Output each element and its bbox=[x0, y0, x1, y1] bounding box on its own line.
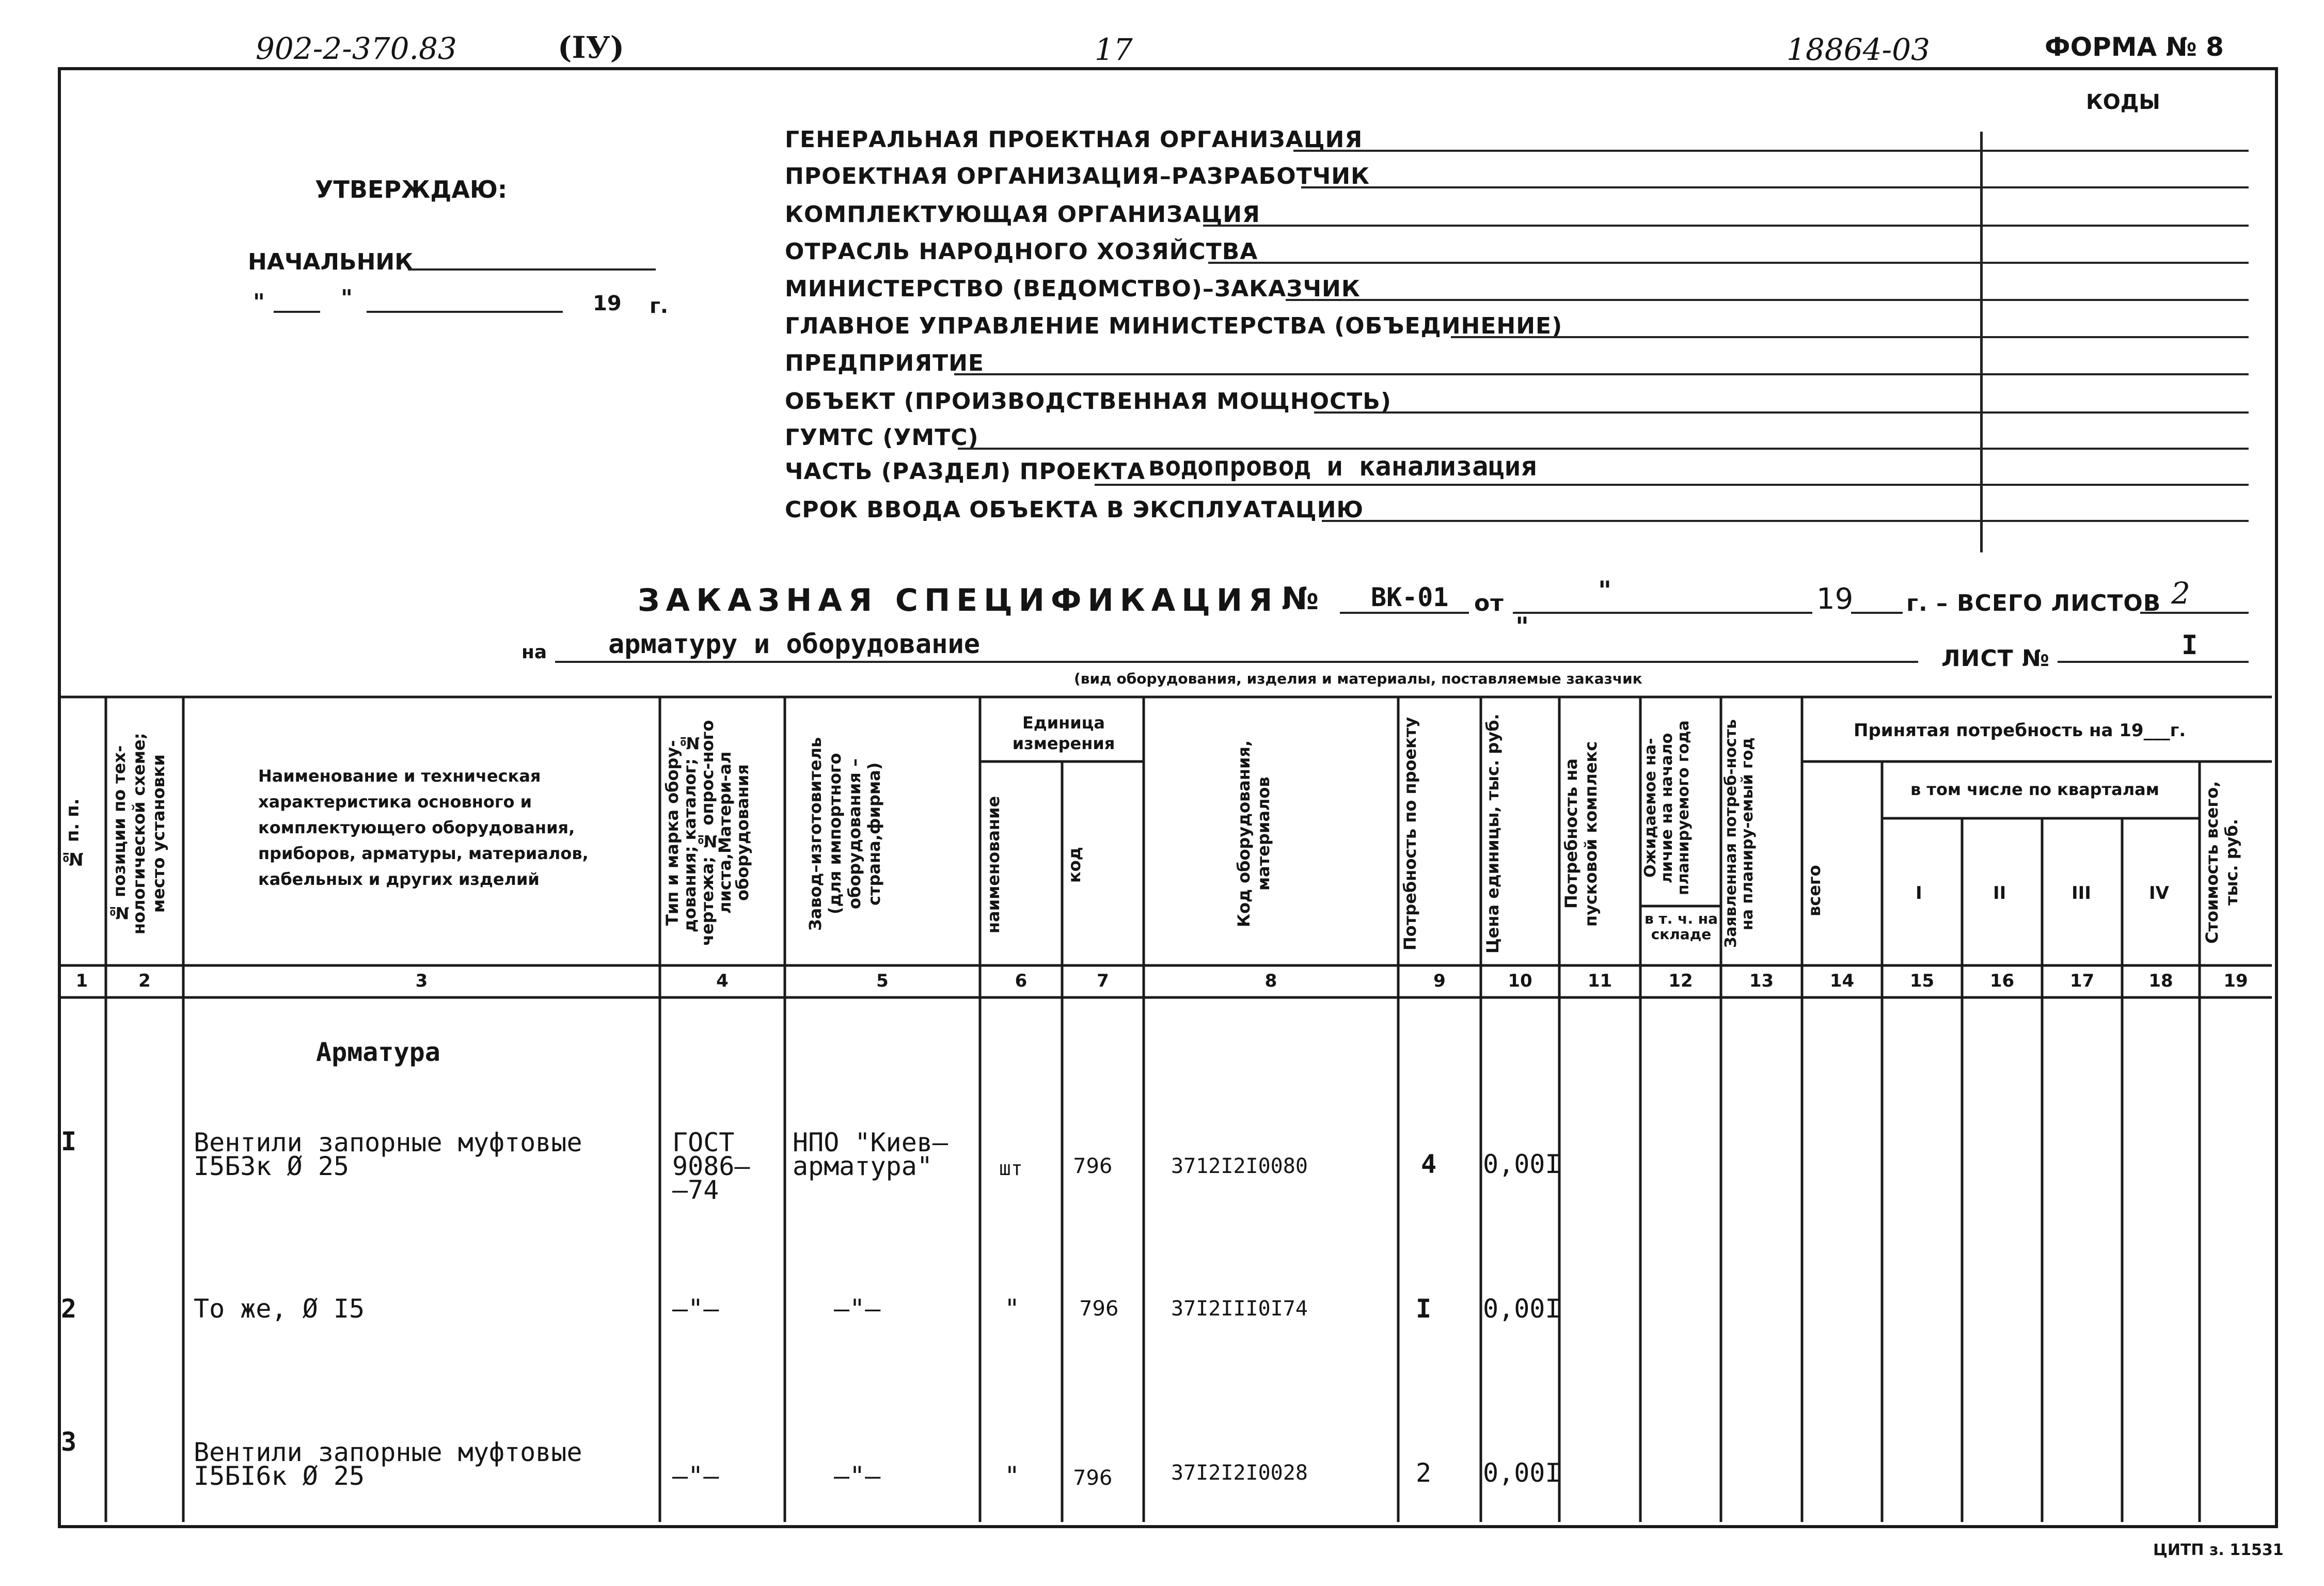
spec-title: ЗАКАЗНАЯ СПЕЦИФИКАЦИЯ bbox=[638, 582, 1279, 618]
row-type-line2: 9086– bbox=[672, 1151, 750, 1181]
field-complete-org: КОМПЛЕКТУЮЩАЯ ОРГАНИЗАЦИЯ bbox=[785, 201, 1260, 228]
row-unit-code: 796 bbox=[1073, 1154, 1113, 1178]
row-price: 0,00I bbox=[1483, 1458, 1561, 1488]
chief-label: НАЧАЛЬНИК bbox=[248, 249, 414, 275]
row-code: 3712I2I0080 bbox=[1171, 1154, 1308, 1178]
field-commission-date: СРОК ВВОДА ОБЪЕКТА В ЭКСПЛУАТАЦИЮ bbox=[785, 497, 1364, 523]
spec-number-label: № bbox=[1282, 581, 1319, 617]
date-year-suffix: г. bbox=[650, 294, 669, 318]
row-maker-line1: –"– bbox=[834, 1294, 881, 1324]
col5-header: Завод–изготовитель (для импортного оборудования –страна,фирма) bbox=[805, 737, 884, 931]
row-maker-line1: НПО "Киев– bbox=[793, 1128, 948, 1157]
col13-header: Заявленная потреб-ность на планиру-емый год bbox=[1722, 719, 1757, 948]
doc-number: 902-2-370.83 bbox=[256, 31, 457, 66]
col-number-7: 7 bbox=[1097, 971, 1109, 991]
row-type-line1: ГОСТ bbox=[672, 1128, 735, 1157]
col-number-11: 11 bbox=[1587, 971, 1612, 991]
row-price: 0,00I bbox=[1483, 1149, 1561, 1179]
field-general-org: ГЕНЕРАЛЬНАЯ ПРОЕКТНАЯ ОРГАНИЗАЦИЯ bbox=[785, 126, 1363, 153]
reference-number: 18864-03 bbox=[1787, 32, 1930, 67]
col6-header: наименование bbox=[984, 796, 1003, 934]
footer-stamp: ЦИТП з. 11531 bbox=[2153, 1541, 2284, 1559]
accepted-header: Принятая потребность на 19___г. bbox=[1854, 720, 2186, 741]
date-quote-open: " bbox=[253, 289, 265, 315]
spec-year-label: 19 bbox=[1816, 582, 1854, 616]
q4-header: IV bbox=[2149, 883, 2169, 903]
row-unit-code: 796 bbox=[1073, 1466, 1113, 1490]
col-number-5: 5 bbox=[876, 971, 889, 991]
col2-header: № позиции по тех-нологической схеме; место установки bbox=[109, 733, 168, 935]
row-name-line2: I5Б3к Ø 25 bbox=[194, 1151, 350, 1181]
spec-number: ВК-01 bbox=[1371, 582, 1449, 612]
col12b-header: в т. ч. на складе bbox=[1645, 910, 1718, 943]
q2-header: II bbox=[1993, 883, 2006, 903]
row-type-line1: –"– bbox=[672, 1461, 719, 1491]
col10-header: Цена единицы, тыс. руб. bbox=[1483, 713, 1503, 954]
date-year-label: 19 bbox=[593, 292, 622, 315]
row-unit: шт bbox=[999, 1157, 1023, 1180]
row-number: I bbox=[61, 1127, 77, 1156]
field-ministry: МИНИСТЕРСТВО (ВЕДОМСТВО)–ЗАКАЗЧИК bbox=[785, 276, 1361, 302]
field-gumts: ГУМТС (УМТС) bbox=[785, 424, 979, 451]
col-number-15: 15 bbox=[1909, 971, 1935, 991]
col-number-3: 3 bbox=[415, 971, 428, 991]
section-title: Арматура bbox=[316, 1037, 440, 1067]
row-unit: " bbox=[1004, 1294, 1020, 1324]
approval-title: УТВЕРЖДАЮ: bbox=[315, 176, 508, 203]
row-code: 37I2I2I0028 bbox=[1171, 1461, 1308, 1485]
field-object: ОБЪЕКТ (ПРОИЗВОДСТВЕННАЯ МОЩНОСТЬ) bbox=[785, 388, 1392, 415]
col-number-6: 6 bbox=[1015, 971, 1027, 991]
col-number-4: 4 bbox=[716, 971, 729, 991]
volume-label: (IУ) bbox=[558, 30, 625, 65]
col4-header: Тип и марка обору-дования; каталог; № чертежа; № опрос-ного листа,Матери-ал оборудования bbox=[662, 720, 752, 946]
row-name-line1: Вентили запорные муфтовые bbox=[194, 1128, 582, 1157]
spec-on-label: на bbox=[521, 642, 547, 663]
spec-from-label: от bbox=[1474, 590, 1504, 616]
row-name-line2: I5БI6к Ø 25 bbox=[194, 1461, 365, 1491]
col-number-13: 13 bbox=[1749, 971, 1774, 991]
field-industry: ОТРАСЛЬ НАРОДНОГО ХОЗЯЙСТВА bbox=[785, 239, 1258, 265]
field-enterprise: ПРЕДПРИЯТИЕ bbox=[785, 350, 984, 376]
q3-header: III bbox=[2072, 883, 2091, 903]
col11-header: Потребность на пусковой комплекс bbox=[1561, 741, 1601, 927]
row-unit-code: 796 bbox=[1079, 1297, 1119, 1321]
col-number-14: 14 bbox=[1829, 971, 1855, 991]
col19-header: Стоимость всего, тыс. руб. bbox=[2202, 781, 2241, 944]
col1-header: № п. п. bbox=[62, 798, 83, 869]
field-project-part: ЧАСТЬ (РАЗДЕЛ) ПРОЕКТА bbox=[785, 458, 1146, 485]
row-name-line1: Вентили запорные муфтовые bbox=[194, 1437, 582, 1467]
row-type-line3: –74 bbox=[672, 1175, 719, 1205]
row-qty: 2 bbox=[1416, 1458, 1432, 1488]
spec-sheet-label: ЛИСТ № bbox=[1941, 645, 2050, 672]
field-main-directorate: ГЛАВНОЕ УПРАВЛЕНИЕ МИНИСТЕРСТВА (ОБЪЕДИНЕНИЕ) bbox=[785, 313, 1563, 339]
spec-sheet-number: I bbox=[2181, 630, 2198, 661]
col3-header: Наименование и техническая характеристика основного и комплектующего оборудования, приборов, арматуры, материалов, кабельных и других изделий bbox=[258, 766, 589, 889]
unit-group-header: Единица измерения bbox=[1012, 713, 1115, 753]
col-number-12: 12 bbox=[1668, 971, 1693, 991]
col-number-19: 19 bbox=[2223, 971, 2248, 991]
row-number: 3 bbox=[61, 1427, 77, 1457]
spec-subject: арматуру и оборудование bbox=[608, 629, 981, 660]
row-maker-line2: арматура" bbox=[793, 1151, 932, 1181]
spec-date-quote-2: " bbox=[1515, 612, 1529, 642]
codes-label: КОДЫ bbox=[2086, 90, 2160, 114]
col8-header: Код оборудования, материалов bbox=[1234, 740, 1273, 928]
form-number: ФОРМА № 8 bbox=[2045, 32, 2224, 62]
col-number-1: 1 bbox=[75, 971, 88, 991]
col-number-10: 10 bbox=[1508, 971, 1532, 991]
col9-header: Потребность по проекту bbox=[1400, 717, 1420, 951]
row-number: 2 bbox=[61, 1294, 77, 1324]
col12-header: Ожидаемое на-личие на начало планируемого года bbox=[1641, 720, 1693, 896]
spec-sheets-total: 2 bbox=[2171, 576, 2190, 611]
col7-header: код bbox=[1065, 847, 1084, 883]
date-quote-close: " bbox=[341, 285, 353, 311]
row-type-line1: –"– bbox=[672, 1294, 719, 1324]
col-number-18: 18 bbox=[2148, 971, 2173, 991]
spec-g-label: г. – bbox=[1906, 590, 1949, 616]
row-code: 37I2III0I74 bbox=[1171, 1297, 1308, 1321]
page-number: 17 bbox=[1095, 32, 1133, 67]
col-number-16: 16 bbox=[1989, 971, 2015, 991]
row-qty: 4 bbox=[1421, 1149, 1437, 1179]
row-qty: I bbox=[1416, 1294, 1432, 1324]
field-project-part-value: водопровод и канализация bbox=[1149, 451, 1537, 482]
row-price: 0,00I bbox=[1483, 1294, 1561, 1324]
col14-header: всего bbox=[1805, 865, 1824, 916]
col-number-8: 8 bbox=[1264, 971, 1277, 991]
spec-date-quote: " bbox=[1598, 576, 1612, 606]
row-unit: " bbox=[1004, 1461, 1020, 1491]
spec-sheets-total-label: ВСЕГО ЛИСТОВ bbox=[1957, 590, 2161, 616]
col-number-9: 9 bbox=[1433, 971, 1446, 991]
row-name-line1: То же, Ø I5 bbox=[194, 1294, 365, 1324]
field-project-org: ПРОЕКТНАЯ ОРГАНИЗАЦИЯ–РАЗРАБОТЧИК bbox=[785, 163, 1370, 189]
col-number-2: 2 bbox=[138, 971, 151, 991]
spec-subject-caption: (вид оборудования, изделия и материалы, поставляемые заказчик bbox=[1074, 670, 1642, 687]
q1-header: I bbox=[1916, 883, 1922, 903]
row-maker-line1: –"– bbox=[834, 1461, 881, 1491]
quarters-header: в том числе по кварталам bbox=[1910, 780, 2159, 799]
col-number-17: 17 bbox=[2069, 971, 2095, 991]
